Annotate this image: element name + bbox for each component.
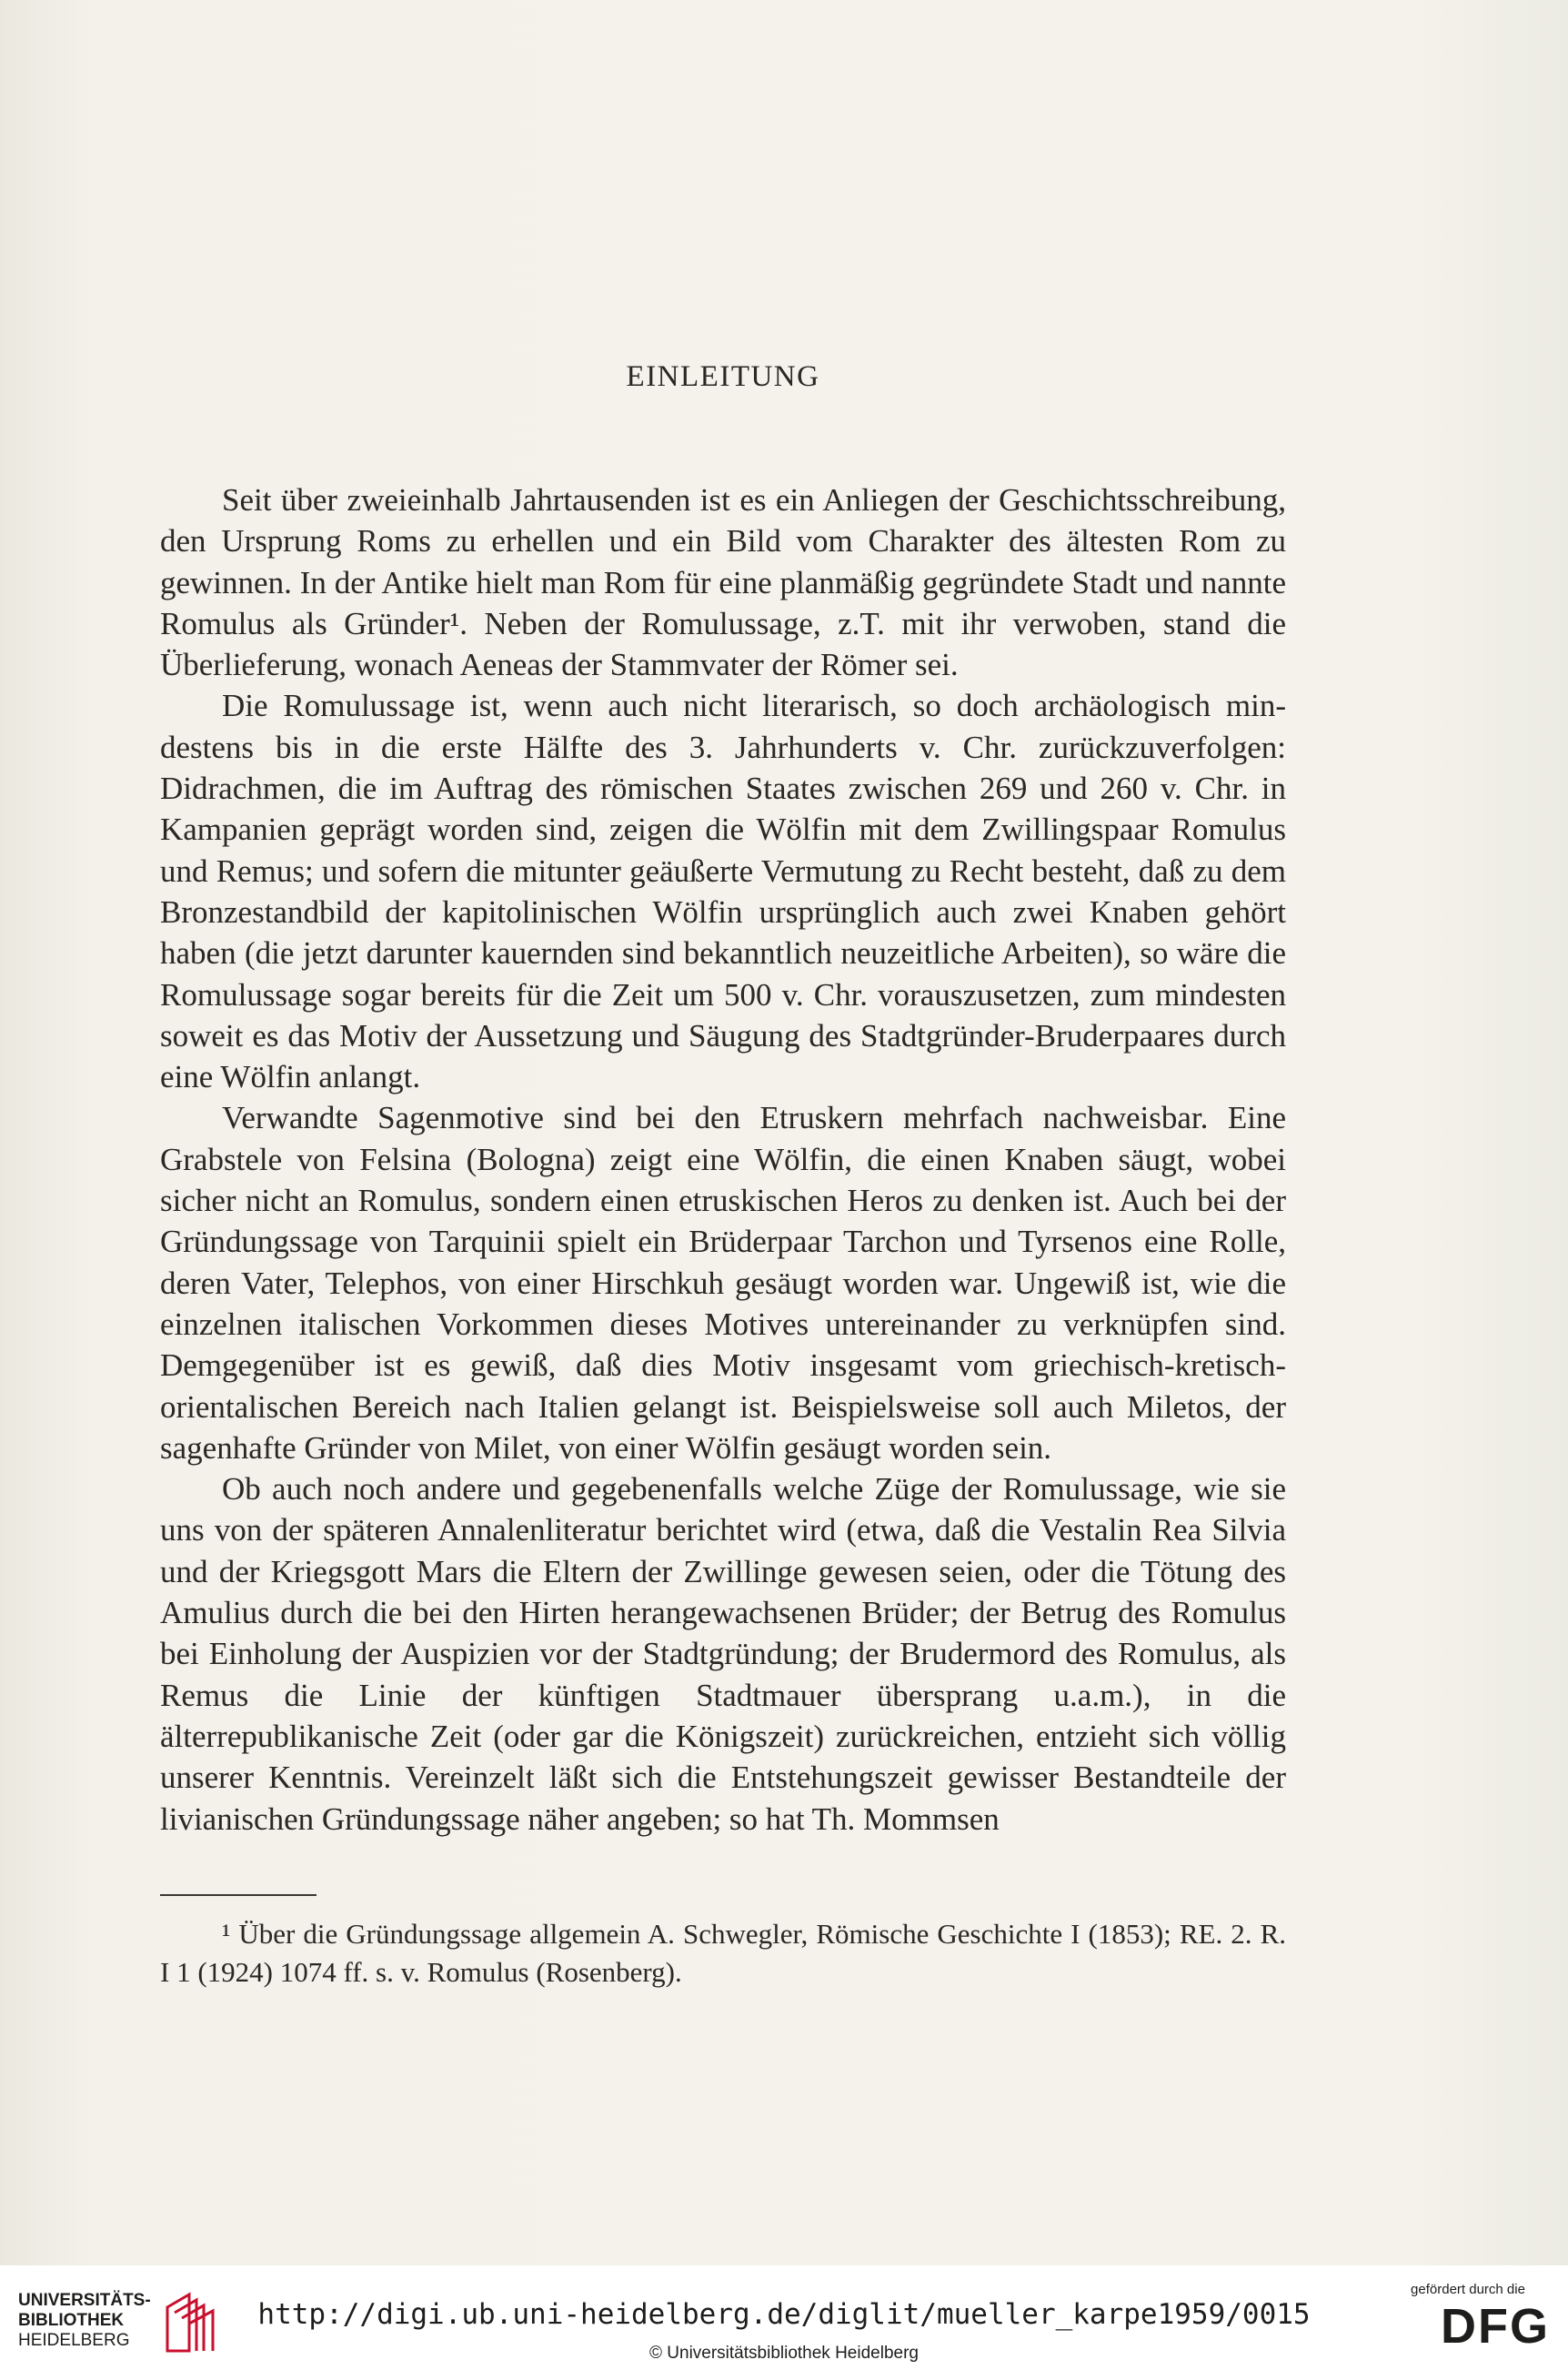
body-text <box>160 479 1286 1840</box>
paragraph-3: Verwandte Sagenmotive sind bei den Etruskern mehrfach nachweisbar. Eine Grabstele von Felsina (Bologna) zeigt eine Wölfin, die einen Knaben säugt, wobei sicher nicht an Romulus, sondern einen etruskischen Heros zu denken ist. Auch bei der Gründungssage von Tarquinii spielt ein Brüderpaar Tarchon und Tyrsenos eine Rolle, deren Vater, Telephos, von einer Hirschkuh gesäugt worden war. Ungewiß ist, wie die einzelnen italischen Vorkommen dieses Motives untereinander zu verknüpfen sind. Demgegenüber ist es gewiß, daß dies Motiv insgesamt vom griechisch-kretisch-orientalischen Bereich nach Italien gelangt ist. Beispielsweise soll auch Miletos, der sagenhafte Gründer von Milet, von einer Wölfin gesäugt worden sein. <box>160 1100 1286 1466</box>
library-name-line2: BIBLIOTHEK <box>18 2311 125 2330</box>
footnote-divider <box>160 1894 317 1896</box>
paragraph-4: Ob auch noch andere und gegebenenfalls welche Züge der Romulussage, wie sie uns von der späteren Annalenliteratur berichtet wird (etwa, daß die Vestalin Rea Silvia und der Kriegsgott Mars die Eltern der Zwillinge gewesen seien, oder die Tötung des Amulius durch die bei den Hirten herangewachsenen Brüder; der Betrug des Romulus bei Einholung der Auspizien vor der Stadtgründung; der Brudermord des Romulus, als Remus die Linie der künftigen Stadtmauer übersprang u.a.m.), in die älterrepublikanische Zeit (oder gar die Königszeit) zurückreichen, entzieht sich völlig unserer Kenntnis. Vereinzelt läßt sich die Entstehungszeit gewisser Bestandteile der livianischen Gründungssage näher angeben; so hat Th. Mommsen <box>160 1471 1286 1837</box>
funder-block <box>1386 2282 1550 2355</box>
dfg-logo[interactable]: DFG <box>1441 2299 1550 2354</box>
permalink-url[interactable]: http://digi.ub.uni-heidelberg.de/diglit/mueller_karpe1959/0015 <box>257 2298 1311 2331</box>
paragraph-2: Die Romulussage ist, wenn auch nicht literarisch, so doch archäologisch mindestens bis in die erste Hälfte des 3. Jahrhunderts v. Chr. zurückzuverfolgen: Didrachmen, die im Auftrag des römischen Staates zwischen 269 und 260 v. Chr. in Kampanien geprägt worden sind, zeigen die Wölfin mit dem Zwillingspaar Romulus und Remus; und sofern die mitunter geäußerte Vermutung zu Recht besteht, daß zu dem Bronzestandbild der kapitolinischen Wölfin ursprünglich auch zwei Knaben gehört haben (die jetzt darunter kauernden sind bekanntlich neuzeitliche Arbeiten), so wäre die Romulussage sogar bereits für die Zeit um 500 v. Chr. vorauszusetzen, zum mindesten soweit es das Motiv der Aussetzung und Säugung des Stadtgründer-Bruderpaares durch eine Wölfin anlangt. <box>160 688 1286 1095</box>
library-name-line1: UNIVERSITÄTS- <box>18 2291 151 2310</box>
paragraph-1: Seit über zweieinhalb Jahrtausenden ist es ein Anliegen der Geschichtsschreibung, den Ursprung Roms zu erhellen und ein Bild vom Charakter des ältesten Rom zu gewinnen. In der Antike hielt man Rom für eine planmäßig gegründete Stadt und nannte Romulus als Gründer¹. Neben der Romulussage, z.T. mit ihr verwoben, stand die Überlieferung, wonach Aeneas der Stammvater der Römer sei. <box>160 482 1286 683</box>
library-name-line3: HEIDELBERG <box>18 2331 130 2350</box>
footnote: ¹ Über die Gründungssage allgemein A. Schwegler, Römische Geschichte I (1853); RE. 2. R. I 1 (1924) 1074 ff. s. v. Romulus (Rosenberg). <box>160 1918 1286 1988</box>
page-heading: EINLEITUNG <box>626 360 820 393</box>
funder-label: gefördert durch die <box>1411 2282 1525 2297</box>
copyright-notice: © Universitätsbibliothek Heidelberg <box>649 2344 919 2363</box>
